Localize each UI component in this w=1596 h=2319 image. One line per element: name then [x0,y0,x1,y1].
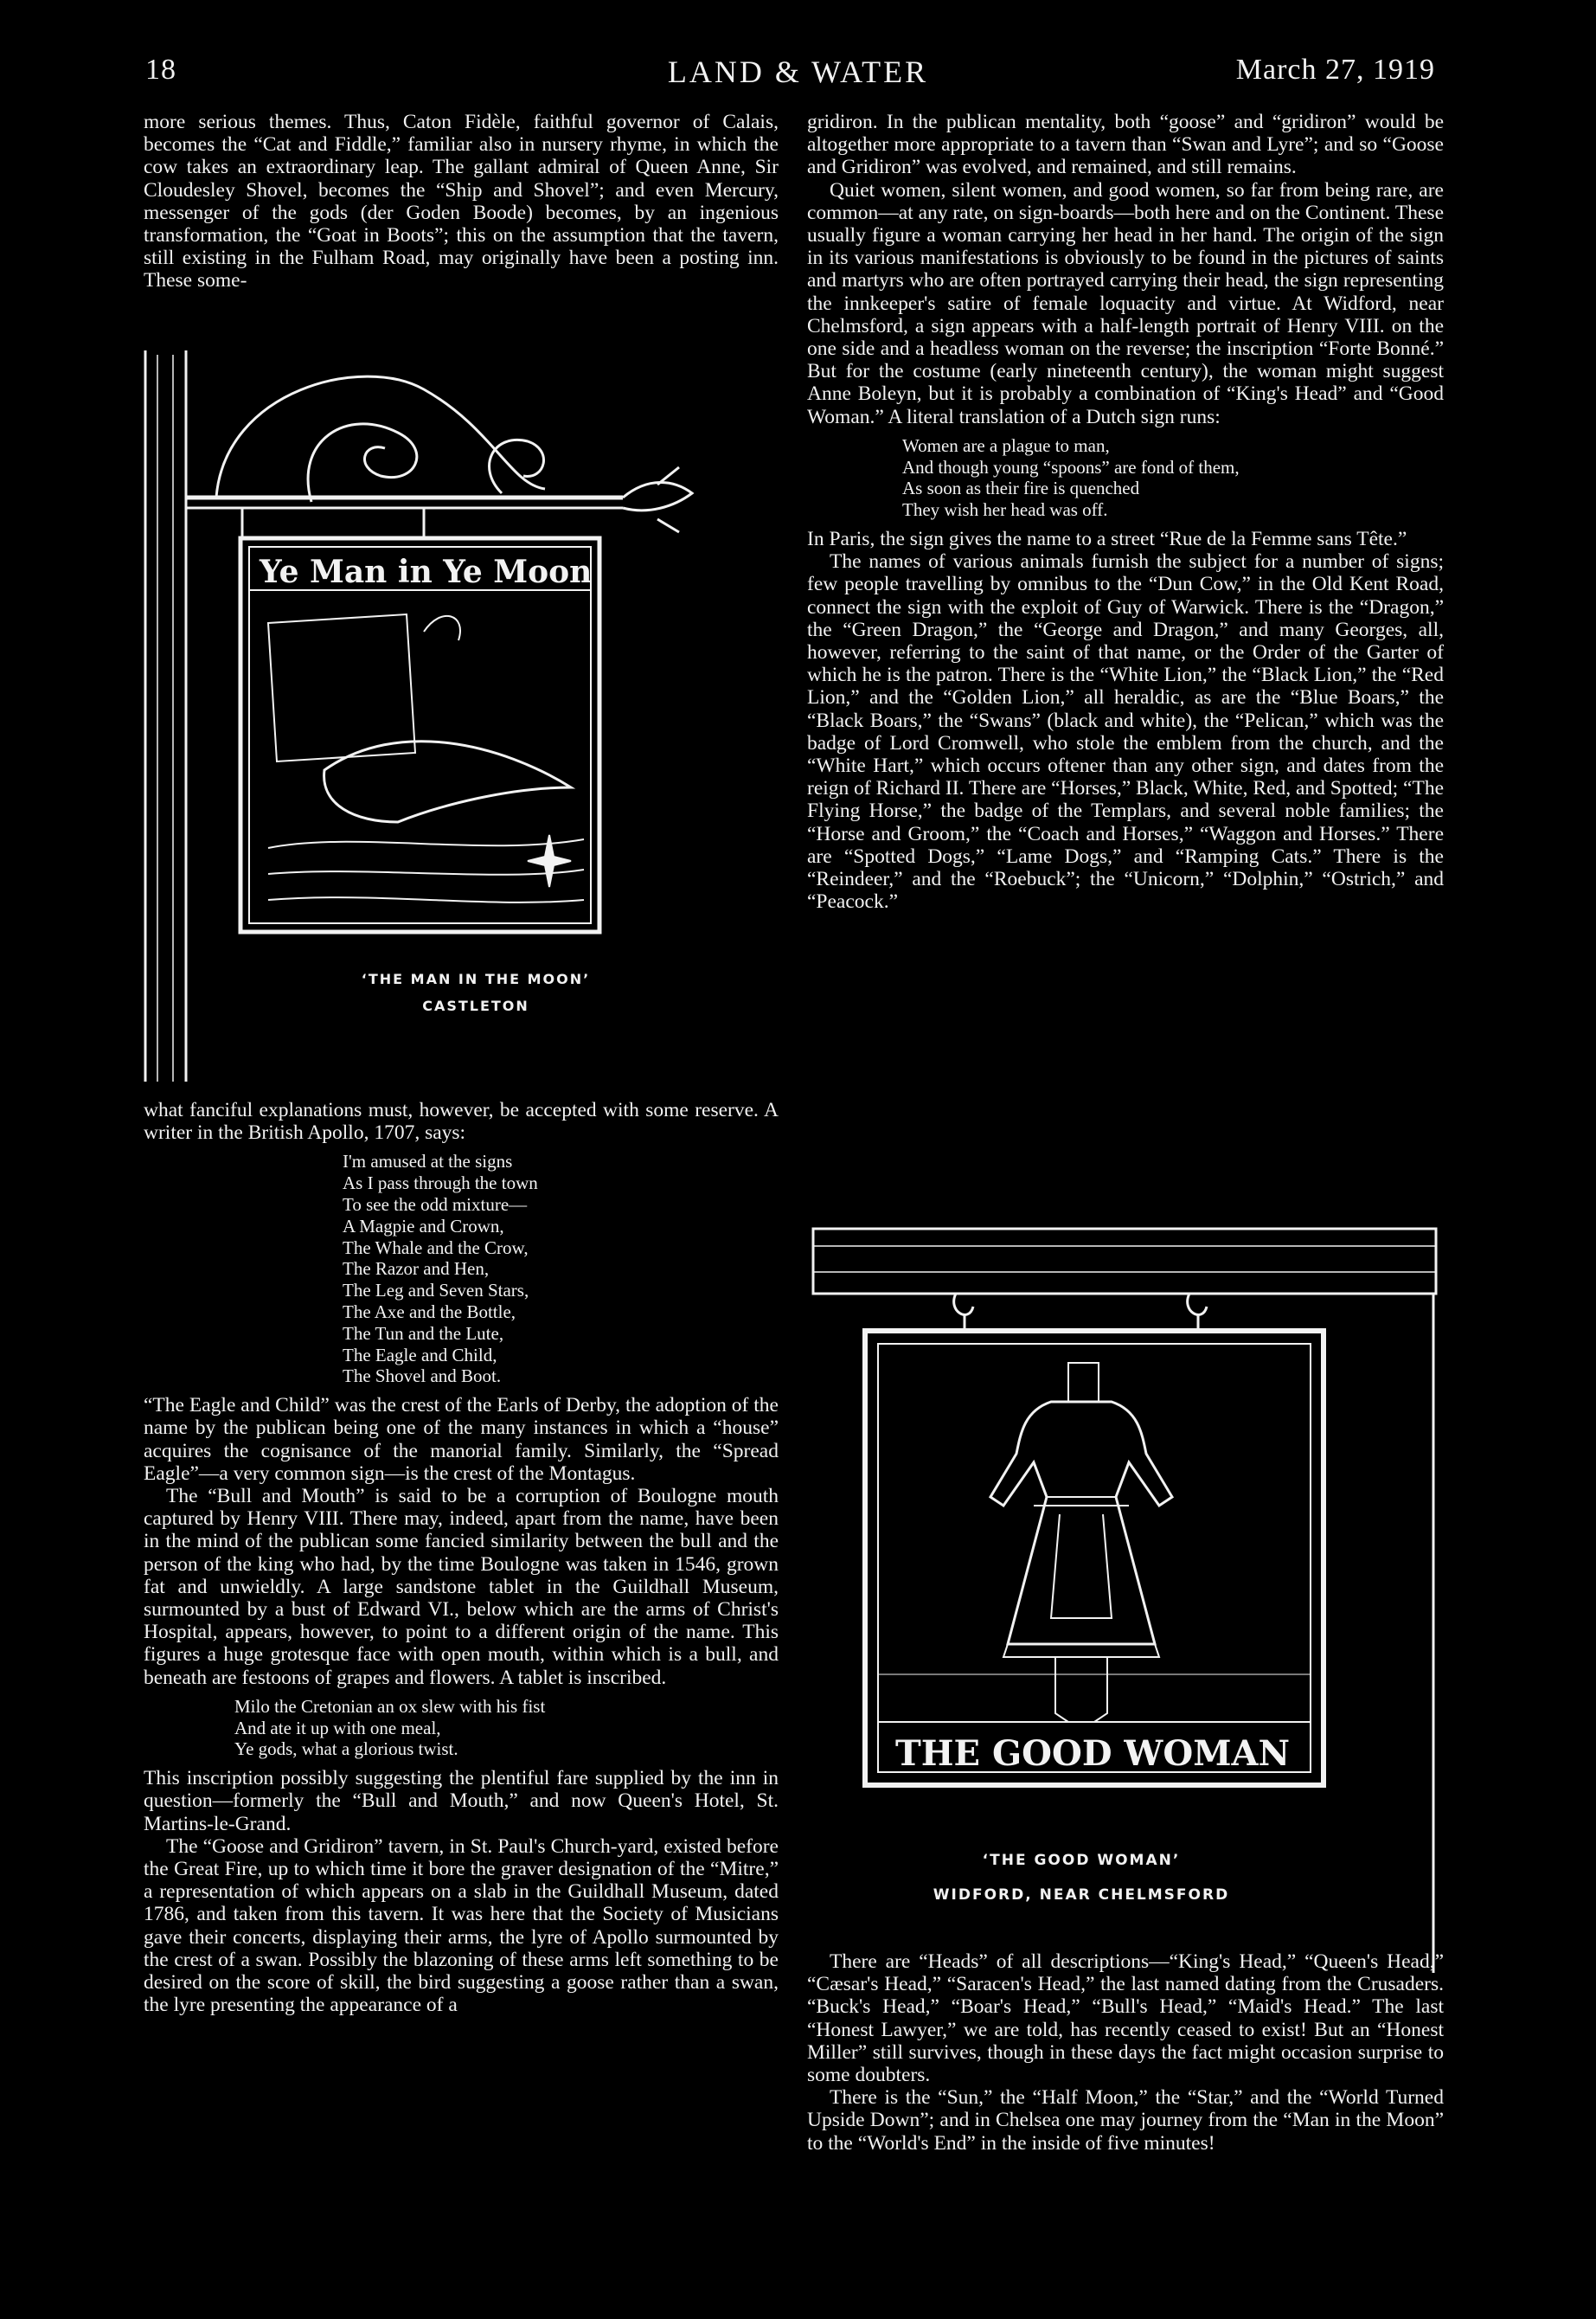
poem-dutch [807,435,1444,521]
left-column-bottom [144,1099,779,2016]
page-number: 18 [145,54,176,86]
poem-line: As soon as their fire is quenched [902,478,1140,499]
moon-caption-title: ‘THE MAN IN THE MOON’ [361,971,591,987]
poem-line: Ye gods, what a glorious twist. [234,1738,458,1760]
left-column-top [144,111,779,292]
moon-caption-place: CASTLETON [422,998,529,1014]
paragraph: “The Eagle and Child” was the crest of the Earls of Derby, the adoption of the name by the publican being one of the many instances in which a “house” acquires the cognisance of the manorial family. Similarly, the “Spread Eagle”—a very common sign—is the crest of the Montagus. [144,1394,779,1485]
man-in-moon-sign-illustration [138,337,796,1082]
poem-line: And ate it up with one meal, [234,1717,441,1738]
poem-line: The Shovel and Boot. [343,1365,502,1387]
paragraph: There are “Heads” of all descriptions—“King's Head,” “Queen's Head,” “Cæsar's Head,” “Saracen's Head,” the last named dating from the Crusaders. “Buck's Head,” “Boar's Head,” “Bull's Head,” “Maid's Head.” The last “Honest Lawyer,” we are told, has recently ceased to exist! But an “Honest Miller” still survives, though in these days the fact might occasion surprise to some doubters. [807,1950,1444,2087]
poem-line: The Leg and Seven Stars, [343,1280,529,1301]
poem-line: I'm amused at the signs [343,1151,513,1172]
paragraph: The names of various animals furnish the subject for a number of signs; few people travelling by omnibus to the “Dun Cow,” in the Old Kent Road, connect the sign with the exploit of Guy of Warwick. There is the “Dragon,” the “Green Dragon,” the “George and Dragon,” and many Georges, all, however, referring to the saint of that name, or the Order of the Garter of which he is the patron. There is the “White Lion,” the “Black Lion,” the “Red Lion,” and the “Golden Lion,” all heraldic, as are the “Blue Boars,” the “Black Boars,” the “Swans” (black and white), the “Pelican,” which was the badge of Lord Cromwell, who stole the emblem from the church, and the “White Hart,” which occurs oftener than any other sign, and dates from the reign of Richard II. There are “Horses,” Black, White, Red, and Spotted; “The Flying Horse,” the badge of the Templars, and several noble families; the “Horse and Groom,” the “Coach and Horses,” “Waggon and Horses.” There are “Spotted Dogs,” “Lame Dogs,” and “Ramping Cats.” There is the “Reindeer,” and the “Roebuck”; the “Unicorn,” “Dolphin,” “Ostrich,” and “Peacock.” [807,550,1444,914]
poem-line: Milo the Cretonian an ox slew with his fist [234,1695,546,1717]
paragraph: This inscription possibly suggesting the plentiful fare supplied by the inn in question—formerly the “Bull and Mouth,” and now Queen's Hotel, St. Martins-le-Grand. [144,1767,779,1835]
poem-line: A Magpie and Crown, [343,1215,504,1237]
poem-line: To see the odd mixture— [343,1194,528,1215]
good-woman-board-text: THE GOOD WOMAN [895,1733,1291,1774]
masthead: LAND & WATER [667,55,929,89]
poem-line: The Whale and the Crow, [343,1237,529,1258]
paragraph: Quiet women, silent women, and good women, so far from being rare, are common—at any rate, on sign-boards—both here and on the Continent. These usually figure a woman carrying her head in her hand. The origin of the sign in its various manifestations is obviously to be found in the pictures of saints and martyrs who are often portrayed carrying their head, the sign representing the innkeeper's satire of female loquacity and virtue. At Widford, near Chelmsford, a sign appears with a half-length portrait of Henry VIII. on the one side and a headless woman on the reverse; the inscription “Forte Bonné.” But for the costume (early nineteenth century), the woman might suggest Anne Boleyn, but it is probably a combination of “King's Head” and “Good Woman.” A literal translation of a Dutch sign runs: [807,178,1444,428]
poem-line: The Razor and Hen, [343,1258,490,1280]
paragraph: more serious themes. Thus, Caton Fidèle, faithful governor of Calais, becomes the “Cat and Fiddle,” familiar also in nursery rhyme, in which the cow takes an extraordinary leap. The gallant admiral of Queen Anne, Sir Cloudesley Shovel, becomes the “Ship and Shovel”; and even Mercury, messenger of the gods (der Goden Boode) becomes, by an ingenious transformation, the “Goat in Boots”; this on the assumption that the tavern, still existing in the Fulham Road, may originally have been a posting inn. These some- [144,111,779,292]
right-column-top [807,111,1444,913]
good-woman-caption-place: WIDFORD, NEAR CHELMSFORD [933,1886,1230,1904]
poem-signs [144,1151,779,1387]
poem-line: They wish her head was off. [902,499,1108,521]
poem-line: The Eagle and Child, [343,1344,497,1365]
poem-milo [144,1696,779,1760]
paragraph: The “Bull and Mouth” is said to be a corruption of Boulogne mouth captured by Henry VIII. There may, indeed, apart from the name, have been in the mind of the publican some fancied similarity between the bull and the person of the king who had, by the time Boulogne was taken in 1546, grown fat and unwieldly. A large sandstone tablet in the Guildhall Museum, surmounted by a bust of Edward VI., below which are the arms of Christ's Hospital, appears, however, to point to a different origin of the name. This figures a huge grotesque face with open mouth, within which is a bull, and beneath are festoons of grapes and flowers. A tablet is inscribed. [144,1484,779,1689]
right-column-bottom [807,1950,1444,2155]
paragraph: The “Goose and Gridiron” tavern, in St. Paul's Church-yard, existed before the Great Fire, up to which time it bore the graver designation of the “Mitre,” a representation of which appears on a slab in the Guildhall Museum, dated 1786, and taken from this tavern. It was here that the Society of Musicians gave their concerts, displaying their arms, the lyre of Apollo surmounted by the crest of a swan. Possibly the blazoning of these arms left something to be desired on the score of skill, the bird suggesting a goose rather than a swan, the lyre presenting the appearance of a [144,1834,779,2017]
poem-line: And though young “spoons” are fond of them, [902,456,1240,478]
poem-line: Women are a plague to man, [902,434,1110,456]
issue-date: March 27, 1919 [1235,54,1435,86]
paragraph: In Paris, the sign gives the name to a street “Rue de la Femme sans Tête.” [807,528,1407,551]
moon-sign-board-text: Ye Man in Ye Moon [260,554,593,590]
poem-line: The Axe and the Bottle, [343,1301,516,1322]
paragraph: what fanciful explanations must, however, be accepted with some reserve. A writer in the British Apollo, 1707, says: [144,1099,779,1145]
poem-line: The Tun and the Lute, [343,1322,504,1344]
good-woman-caption-title: ‘THE GOOD WOMAN’ [982,1852,1181,1869]
poem-line: As I pass through the town [343,1172,538,1194]
paragraph: There is the “Sun,” the “Half Moon,” the “Star,” and the “World Turned Upside Down”; and in Chelsea one may journey from the “Man in the Moon” to the “World's End” in the inside of five minutes! [807,2086,1444,2155]
paragraph: gridiron. In the publican mentality, both “goose” and “gridiron” would be altogether more appropriate to a tavern than “Swan and Lyre”; and so “Goose and Gridiron” was evolved, and remained, and still remains. [807,111,1444,179]
